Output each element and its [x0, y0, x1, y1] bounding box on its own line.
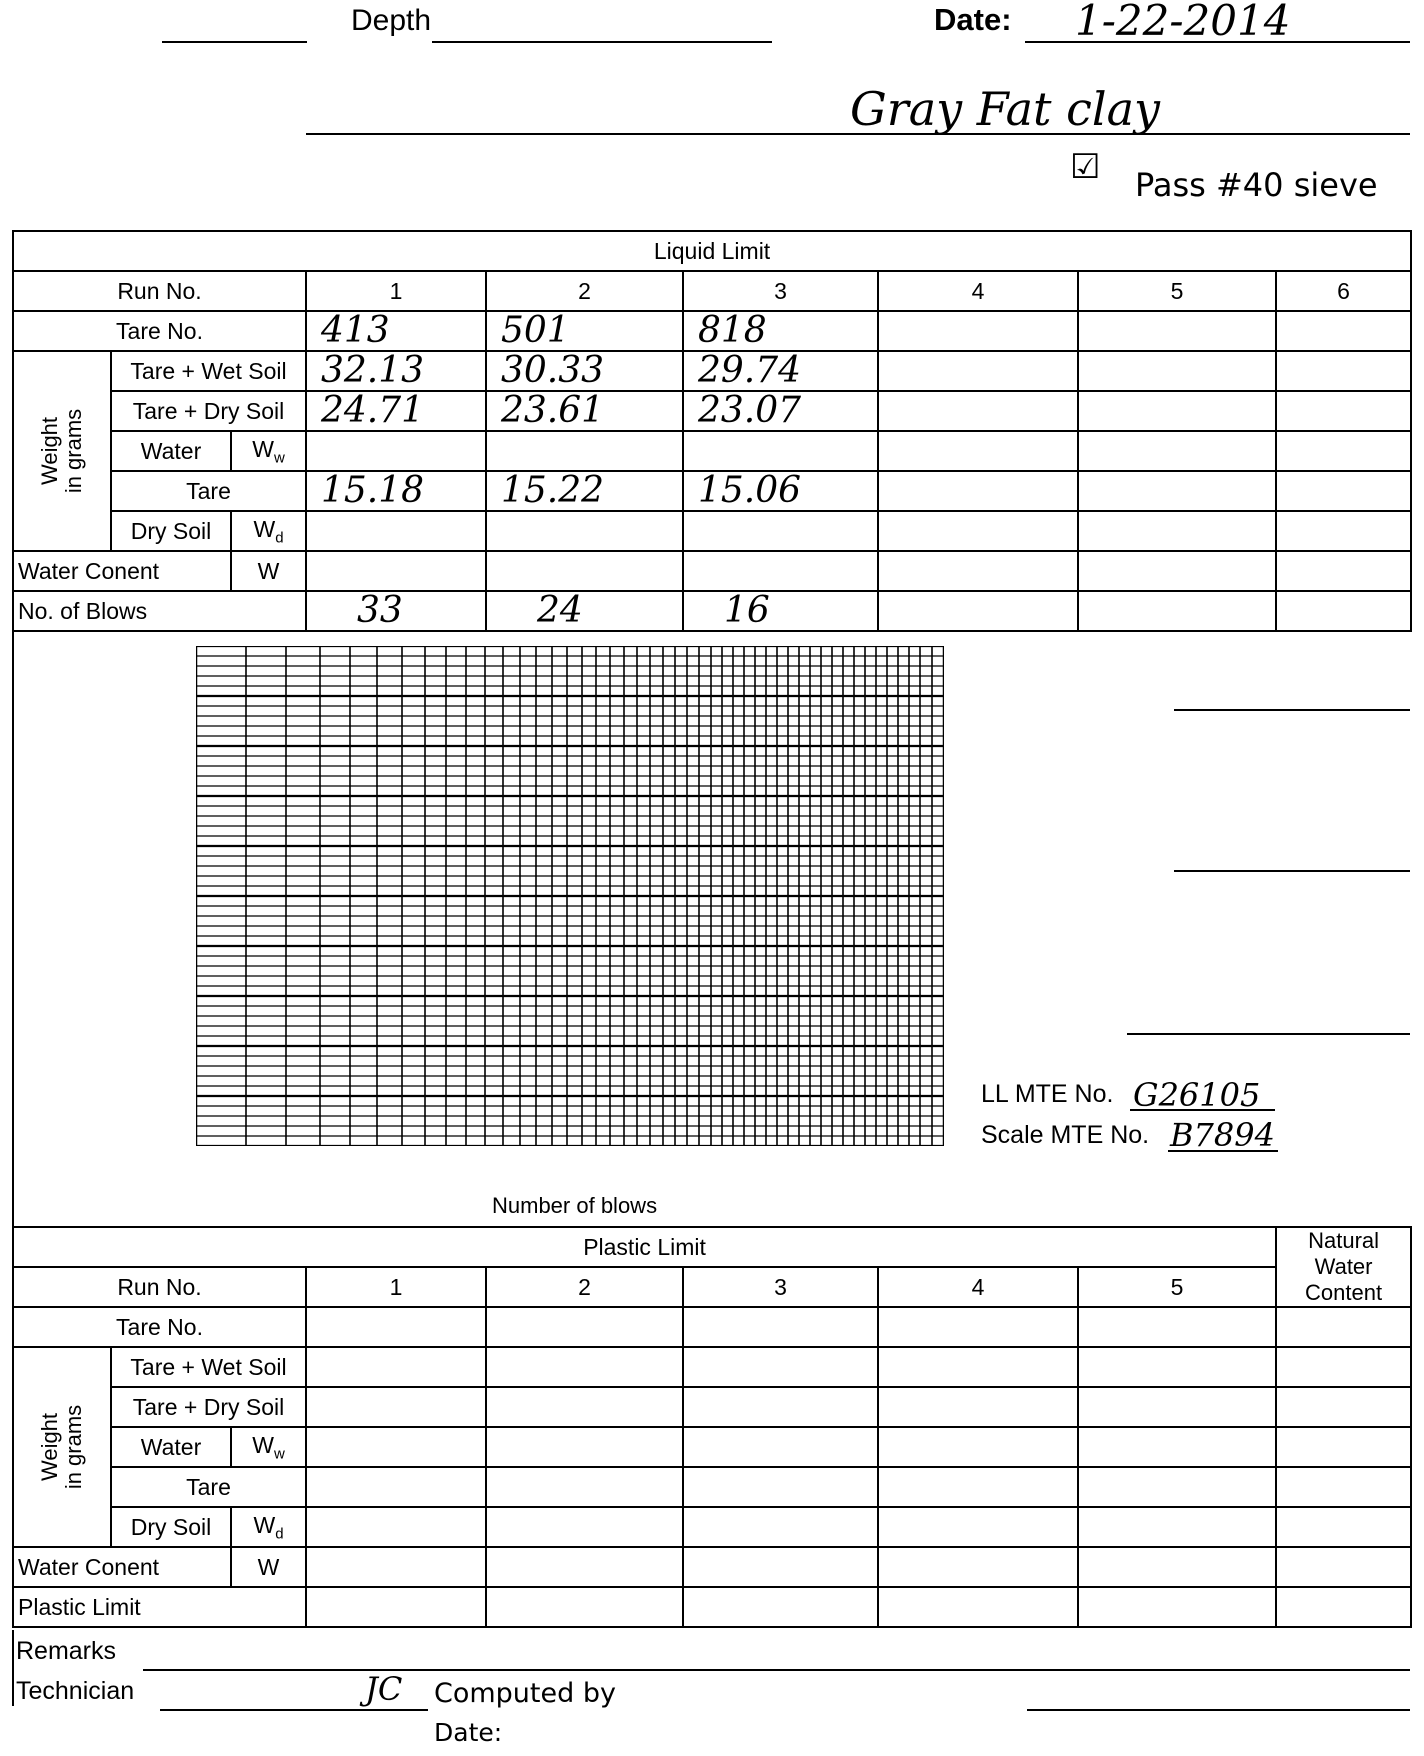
depth-line[interactable] [432, 41, 772, 43]
chart-blank-line[interactable] [1174, 870, 1410, 872]
ll-tare-wet[interactable]: 32.13 [306, 351, 486, 391]
pl-run: 1 [306, 1267, 486, 1307]
ll-dry-cell[interactable] [1078, 511, 1276, 551]
technician-line[interactable] [160, 1709, 428, 1711]
ll-tare-dry-label: Tare + Dry Soil [111, 391, 306, 431]
pl-cell[interactable] [683, 1467, 878, 1507]
ll-run: 5 [1078, 271, 1276, 311]
pl-cell[interactable] [486, 1547, 683, 1587]
sieve-label: Pass #40 sieve [1135, 166, 1378, 204]
ll-wc-cell[interactable] [486, 551, 683, 591]
pl-natural-wc-label: Natural Water Content [1276, 1227, 1411, 1307]
ll-water-label: Water [111, 431, 231, 471]
ll-blows[interactable]: 33 [306, 591, 486, 631]
pl-plastic-limit-label: Plastic Limit [13, 1587, 306, 1627]
pl-tare-no-label: Tare No. [13, 1307, 306, 1347]
ll-tare[interactable] [1078, 471, 1276, 511]
ll-blows[interactable] [878, 591, 1078, 631]
ll-tare-wet[interactable] [1078, 351, 1276, 391]
pl-cell[interactable] [1276, 1387, 1411, 1427]
pl-cell[interactable] [306, 1307, 486, 1347]
blank-line-left [162, 41, 307, 43]
ll-water-cell[interactable] [486, 431, 683, 471]
liquid-limit-table [12, 230, 1412, 632]
computed-label: Computed by [434, 1678, 616, 1709]
computed-line[interactable] [1027, 1709, 1410, 1711]
pl-cell[interactable] [878, 1427, 1078, 1467]
pl-cell[interactable] [486, 1587, 683, 1627]
footer-left-border [12, 1630, 14, 1706]
remarks-line[interactable] [143, 1669, 1410, 1671]
date-value: 1-22-2014 [1075, 0, 1291, 45]
pl-dry-soil-label: Dry Soil [111, 1507, 231, 1547]
pl-cell[interactable] [306, 1347, 486, 1387]
pl-cell[interactable] [1078, 1387, 1276, 1427]
ll-mte-value: G26105 [1133, 1076, 1261, 1114]
pl-cell[interactable] [1078, 1467, 1276, 1507]
ll-blows-label: No. of Blows [13, 591, 306, 631]
ll-dry-soil-label: Dry Soil [111, 511, 231, 551]
ll-tare[interactable]: 15.22 [486, 471, 683, 511]
ll-wc-cell[interactable] [1276, 551, 1411, 591]
pl-tare-wet-label: Tare + Wet Soil [111, 1347, 306, 1387]
pl-tare-dry-label: Tare + Dry Soil [111, 1387, 306, 1427]
pl-cell[interactable] [683, 1347, 878, 1387]
ll-tare-dry[interactable]: 24.71 [306, 391, 486, 431]
ll-w-label: W [231, 551, 306, 591]
ll-dry-cell[interactable] [878, 511, 1078, 551]
pl-title: Plastic Limit [13, 1227, 1276, 1267]
ll-wc-cell[interactable] [306, 551, 486, 591]
pl-cell[interactable] [683, 1307, 878, 1347]
ll-run: 2 [486, 271, 683, 311]
pl-run: 5 [1078, 1267, 1276, 1307]
ll-dry-cell[interactable] [683, 511, 878, 551]
ll-tare-no[interactable] [1276, 311, 1411, 351]
ll-water-cell[interactable] [683, 431, 878, 471]
ll-tare-no[interactable] [878, 311, 1078, 351]
ll-blows[interactable] [1276, 591, 1411, 631]
ll-tare-label: Tare [111, 471, 306, 511]
ll-water-content-label: Water Conent [13, 551, 231, 591]
ll-dry-cell[interactable] [1276, 511, 1411, 551]
remarks-label: Remarks [16, 1637, 117, 1665]
ll-wd-label: $W_d$ [231, 511, 306, 551]
technician-value: JC [365, 1670, 403, 1708]
pl-cell[interactable] [1078, 1307, 1276, 1347]
ll-tare-no[interactable]: 501 [486, 311, 683, 351]
ll-tare-wet-label: Tare + Wet Soil [111, 351, 306, 391]
pl-cell[interactable] [878, 1347, 1078, 1387]
pl-cell[interactable] [486, 1347, 683, 1387]
ll-water-cell[interactable] [878, 431, 1078, 471]
ll-wc-cell[interactable] [878, 551, 1078, 591]
ll-title: Liquid Limit [13, 231, 1411, 271]
pl-cell[interactable] [683, 1427, 878, 1467]
ll-tare-wet[interactable] [1276, 351, 1411, 391]
ll-blows[interactable]: 24 [486, 591, 683, 631]
plastic-limit-table [12, 1226, 1412, 1628]
description-value: Gray Fat clay [850, 82, 1160, 136]
pl-water-content-label: Water Conent [13, 1547, 231, 1587]
scale-mte-label: Scale MTE No. [981, 1121, 1150, 1149]
pl-cell[interactable] [878, 1507, 1078, 1547]
pl-cell[interactable] [306, 1387, 486, 1427]
ll-tare[interactable]: 15.06 [683, 471, 878, 511]
pl-cell[interactable] [878, 1587, 1078, 1627]
pl-cell[interactable] [878, 1467, 1078, 1507]
chart-xlabel: Number of blows [492, 1193, 658, 1218]
ll-water-cell[interactable] [1276, 431, 1411, 471]
ll-tare-dry[interactable] [878, 391, 1078, 431]
sieve-checkbox[interactable]: ☑ [1070, 148, 1101, 186]
pl-ww-label: $W_w$ [231, 1427, 306, 1467]
pl-cell[interactable] [1078, 1547, 1276, 1587]
pl-cell[interactable] [1078, 1587, 1276, 1627]
pl-cell[interactable] [683, 1547, 878, 1587]
ll-tare-wet[interactable]: 30.33 [486, 351, 683, 391]
pl-cell[interactable] [486, 1467, 683, 1507]
pl-run: 2 [486, 1267, 683, 1307]
ll-run: 1 [306, 271, 486, 311]
ll-tare[interactable] [1276, 471, 1411, 511]
ll-tare-no[interactable]: 413 [306, 311, 486, 351]
pl-w-label: W [231, 1547, 306, 1587]
ll-ww-label: $W_w$ [231, 431, 306, 471]
scale-mte-value: B7894 [1170, 1116, 1275, 1154]
pl-cell[interactable] [486, 1507, 683, 1547]
ll-tare-dry[interactable]: 23.07 [683, 391, 878, 431]
pl-cell[interactable] [1276, 1587, 1411, 1627]
ll-wc-cell[interactable] [683, 551, 878, 591]
chart-blank-line[interactable] [1127, 1033, 1410, 1035]
pl-cell[interactable] [306, 1547, 486, 1587]
ll-mte-label: LL MTE No. [981, 1080, 1114, 1108]
ll-run: 4 [878, 271, 1078, 311]
blows-graph-paper[interactable] [196, 646, 944, 1146]
pl-cell[interactable] [486, 1387, 683, 1427]
pl-cell[interactable] [1276, 1307, 1411, 1347]
pl-run: 3 [683, 1267, 878, 1307]
chart-blank-line[interactable] [1174, 709, 1410, 711]
pl-cell[interactable] [1276, 1507, 1411, 1547]
ll-run: 6 [1276, 271, 1411, 311]
pl-cell[interactable] [1276, 1427, 1411, 1467]
ll-dry-cell[interactable] [486, 511, 683, 551]
pl-cell[interactable] [306, 1587, 486, 1627]
ll-blows[interactable]: 16 [683, 591, 878, 631]
ll-tare-dry[interactable]: 23.61 [486, 391, 683, 431]
pl-cell[interactable] [878, 1307, 1078, 1347]
ll-weight-label: Weight in grams [13, 351, 111, 551]
ll-tare-no[interactable] [1078, 311, 1276, 351]
ll-tare-dry[interactable] [1276, 391, 1411, 431]
ll-tare[interactable]: 15.18 [306, 471, 486, 511]
ll-tare-no[interactable]: 818 [683, 311, 878, 351]
pl-weight-label: Weight in grams [13, 1347, 111, 1547]
date-label: Date: [934, 2, 1012, 37]
pl-cell[interactable] [683, 1587, 878, 1627]
pl-cell[interactable] [486, 1307, 683, 1347]
pl-cell[interactable] [683, 1507, 878, 1547]
ll-run-label: Run No. [13, 271, 306, 311]
ll-tare-wet[interactable]: 29.74 [683, 351, 878, 391]
pl-wd-label: $W_d$ [231, 1507, 306, 1547]
ll-tare[interactable] [878, 471, 1078, 511]
ll-tare-wet[interactable] [878, 351, 1078, 391]
pl-cell[interactable] [1276, 1467, 1411, 1507]
chart-area-left-border [12, 630, 14, 1230]
pl-run: 4 [878, 1267, 1078, 1307]
ll-blows[interactable] [1078, 591, 1276, 631]
pl-cell[interactable] [306, 1507, 486, 1547]
pl-cell[interactable] [306, 1427, 486, 1467]
ll-wc-cell[interactable] [1078, 551, 1276, 591]
ll-dry-cell[interactable] [306, 511, 486, 551]
pl-cell[interactable] [683, 1387, 878, 1427]
ll-water-cell[interactable] [306, 431, 486, 471]
ll-tare-dry[interactable] [1078, 391, 1276, 431]
pl-cell[interactable] [1078, 1507, 1276, 1547]
pl-cell[interactable] [1276, 1347, 1411, 1387]
pl-cell[interactable] [878, 1387, 1078, 1427]
ll-tare-no-label: Tare No. [13, 311, 306, 351]
pl-tare-label: Tare [111, 1467, 306, 1507]
pl-cell[interactable] [486, 1427, 683, 1467]
ll-water-cell[interactable] [1078, 431, 1276, 471]
pl-cell[interactable] [306, 1467, 486, 1507]
ll-run: 3 [683, 271, 878, 311]
pl-cell[interactable] [1276, 1547, 1411, 1587]
pl-water-label: Water [111, 1427, 231, 1467]
pl-cell[interactable] [1078, 1347, 1276, 1387]
footer-date-label: Date: [434, 1718, 503, 1747]
pl-run-label: Run No. [13, 1267, 306, 1307]
pl-cell[interactable] [878, 1547, 1078, 1587]
pl-cell[interactable] [1078, 1427, 1276, 1467]
depth-label: Depth [351, 4, 432, 37]
technician-label: Technician [16, 1677, 135, 1705]
